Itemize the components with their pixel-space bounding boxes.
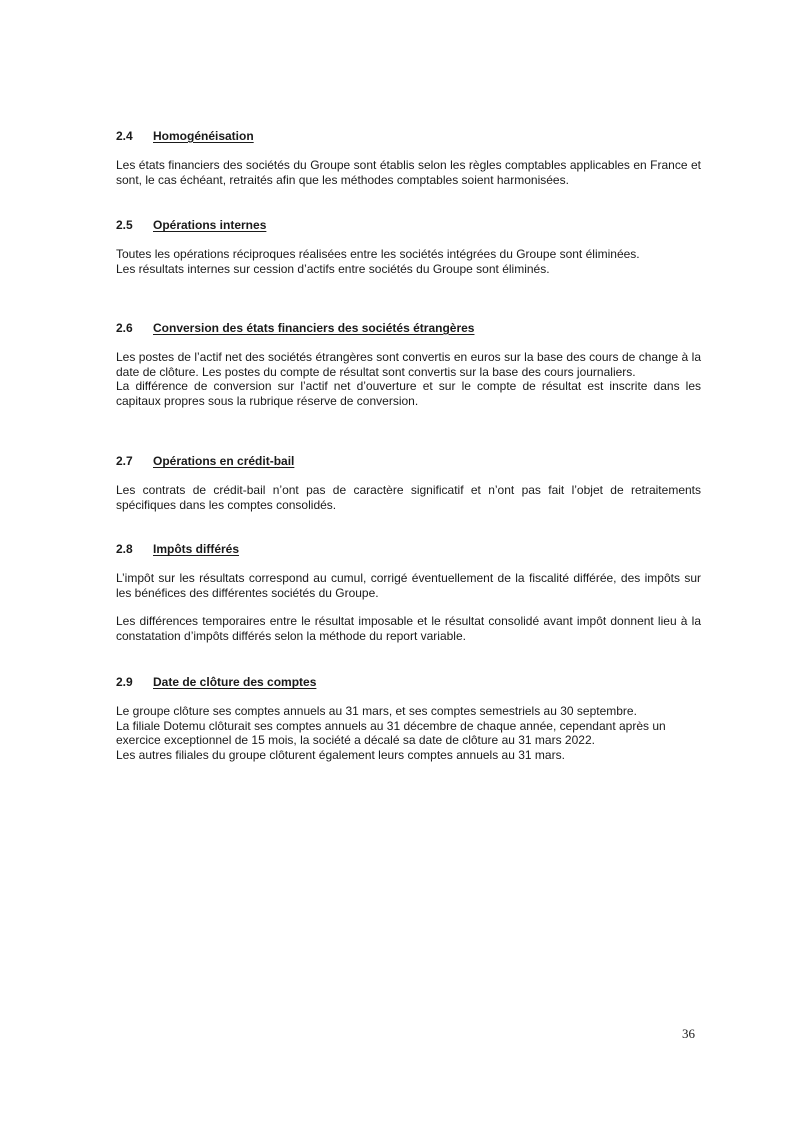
section-number: 2.7	[116, 454, 133, 468]
section-number: 2.5	[116, 218, 133, 232]
section-title: Conversion des états financiers des sociétés étrangères	[153, 321, 475, 335]
section-number: 2.6	[116, 321, 133, 335]
section-heading	[116, 454, 701, 469]
paragraph-line: Le groupe clôture ses comptes annuels au 31 mars, et ses comptes semestriels au 30 septembre.	[116, 704, 637, 718]
section-title: Impôts différés	[153, 542, 240, 556]
paragraph: Les contrats de crédit-bail n’ont pas de caractère significatif et n’ont pas fait l’objet de retraitements spécifiques dans les comptes consolidés.	[116, 483, 701, 512]
paragraph-line: Toutes les opérations réciproques réalisées entre les sociétés intégrées du Groupe sont éliminées.	[116, 247, 640, 261]
section-homogeneisation	[116, 129, 701, 187]
section-date-cloture	[116, 675, 701, 762]
section-impots-differes	[116, 542, 701, 643]
paragraph: Les différences temporaires entre le résultat imposable et le résultat consolidé avant impôt donnent lieu à la constatation d’impôts différés selon la méthode du report variable.	[116, 614, 701, 643]
section-number: 2.9	[116, 675, 133, 689]
section-heading	[116, 218, 701, 233]
section-number: 2.4	[116, 129, 133, 143]
paragraph-line: Les résultats internes sur cession d’actifs entre sociétés du Groupe sont éliminés.	[116, 261, 550, 276]
paragraph: Les postes de l’actif net des sociétés étrangères sont convertis en euros sur la base des cours de change à la date de clôture. Les postes du compte de résultat sont convertis sur la base des cours journaliers.	[116, 350, 701, 379]
section-heading	[116, 129, 701, 144]
paragraph-line: La filiale Dotemu clôturait ses comptes annuels au 31 décembre de chaque année, cependant après un	[116, 718, 666, 733]
paragraph-line: Les autres filiales du groupe clôturent également leurs comptes annuels au 31 mars.	[116, 747, 565, 762]
section-heading	[116, 321, 701, 336]
section-heading	[116, 542, 701, 557]
section-conversion-etats-financiers	[116, 321, 701, 408]
paragraph: Les états financiers des sociétés du Groupe sont établis selon les règles comptables applicables en France et sont, le cas échéant, retraités afin que les méthodes comptables soient harmonisées.	[116, 158, 701, 187]
paragraph-line: exercice exceptionnel de 15 mois, la société a décalé sa date de clôture au 31 mars 2022.	[116, 733, 595, 748]
section-title: Homogénéisation	[153, 129, 254, 143]
paragraph: La différence de conversion sur l’actif net d’ouverture et sur le compte de résultat est inscrite dans les capitaux propres sous la rubrique réserve de conversion.	[116, 379, 701, 408]
paragraph: L’impôt sur les résultats correspond au cumul, corrigé éventuellement de la fiscalité différée, des impôts sur les bénéfices des différentes sociétés du Groupe.	[116, 571, 701, 600]
section-title: Opérations en crédit-bail	[153, 454, 295, 468]
page-number: 36	[682, 1026, 695, 1041]
section-heading	[116, 675, 701, 690]
section-number: 2.8	[116, 542, 133, 556]
section-operations-internes	[116, 218, 701, 276]
section-operations-credit-bail	[116, 454, 701, 512]
section-title: Date de clôture des comptes	[153, 675, 317, 689]
section-title: Opérations internes	[153, 218, 267, 232]
